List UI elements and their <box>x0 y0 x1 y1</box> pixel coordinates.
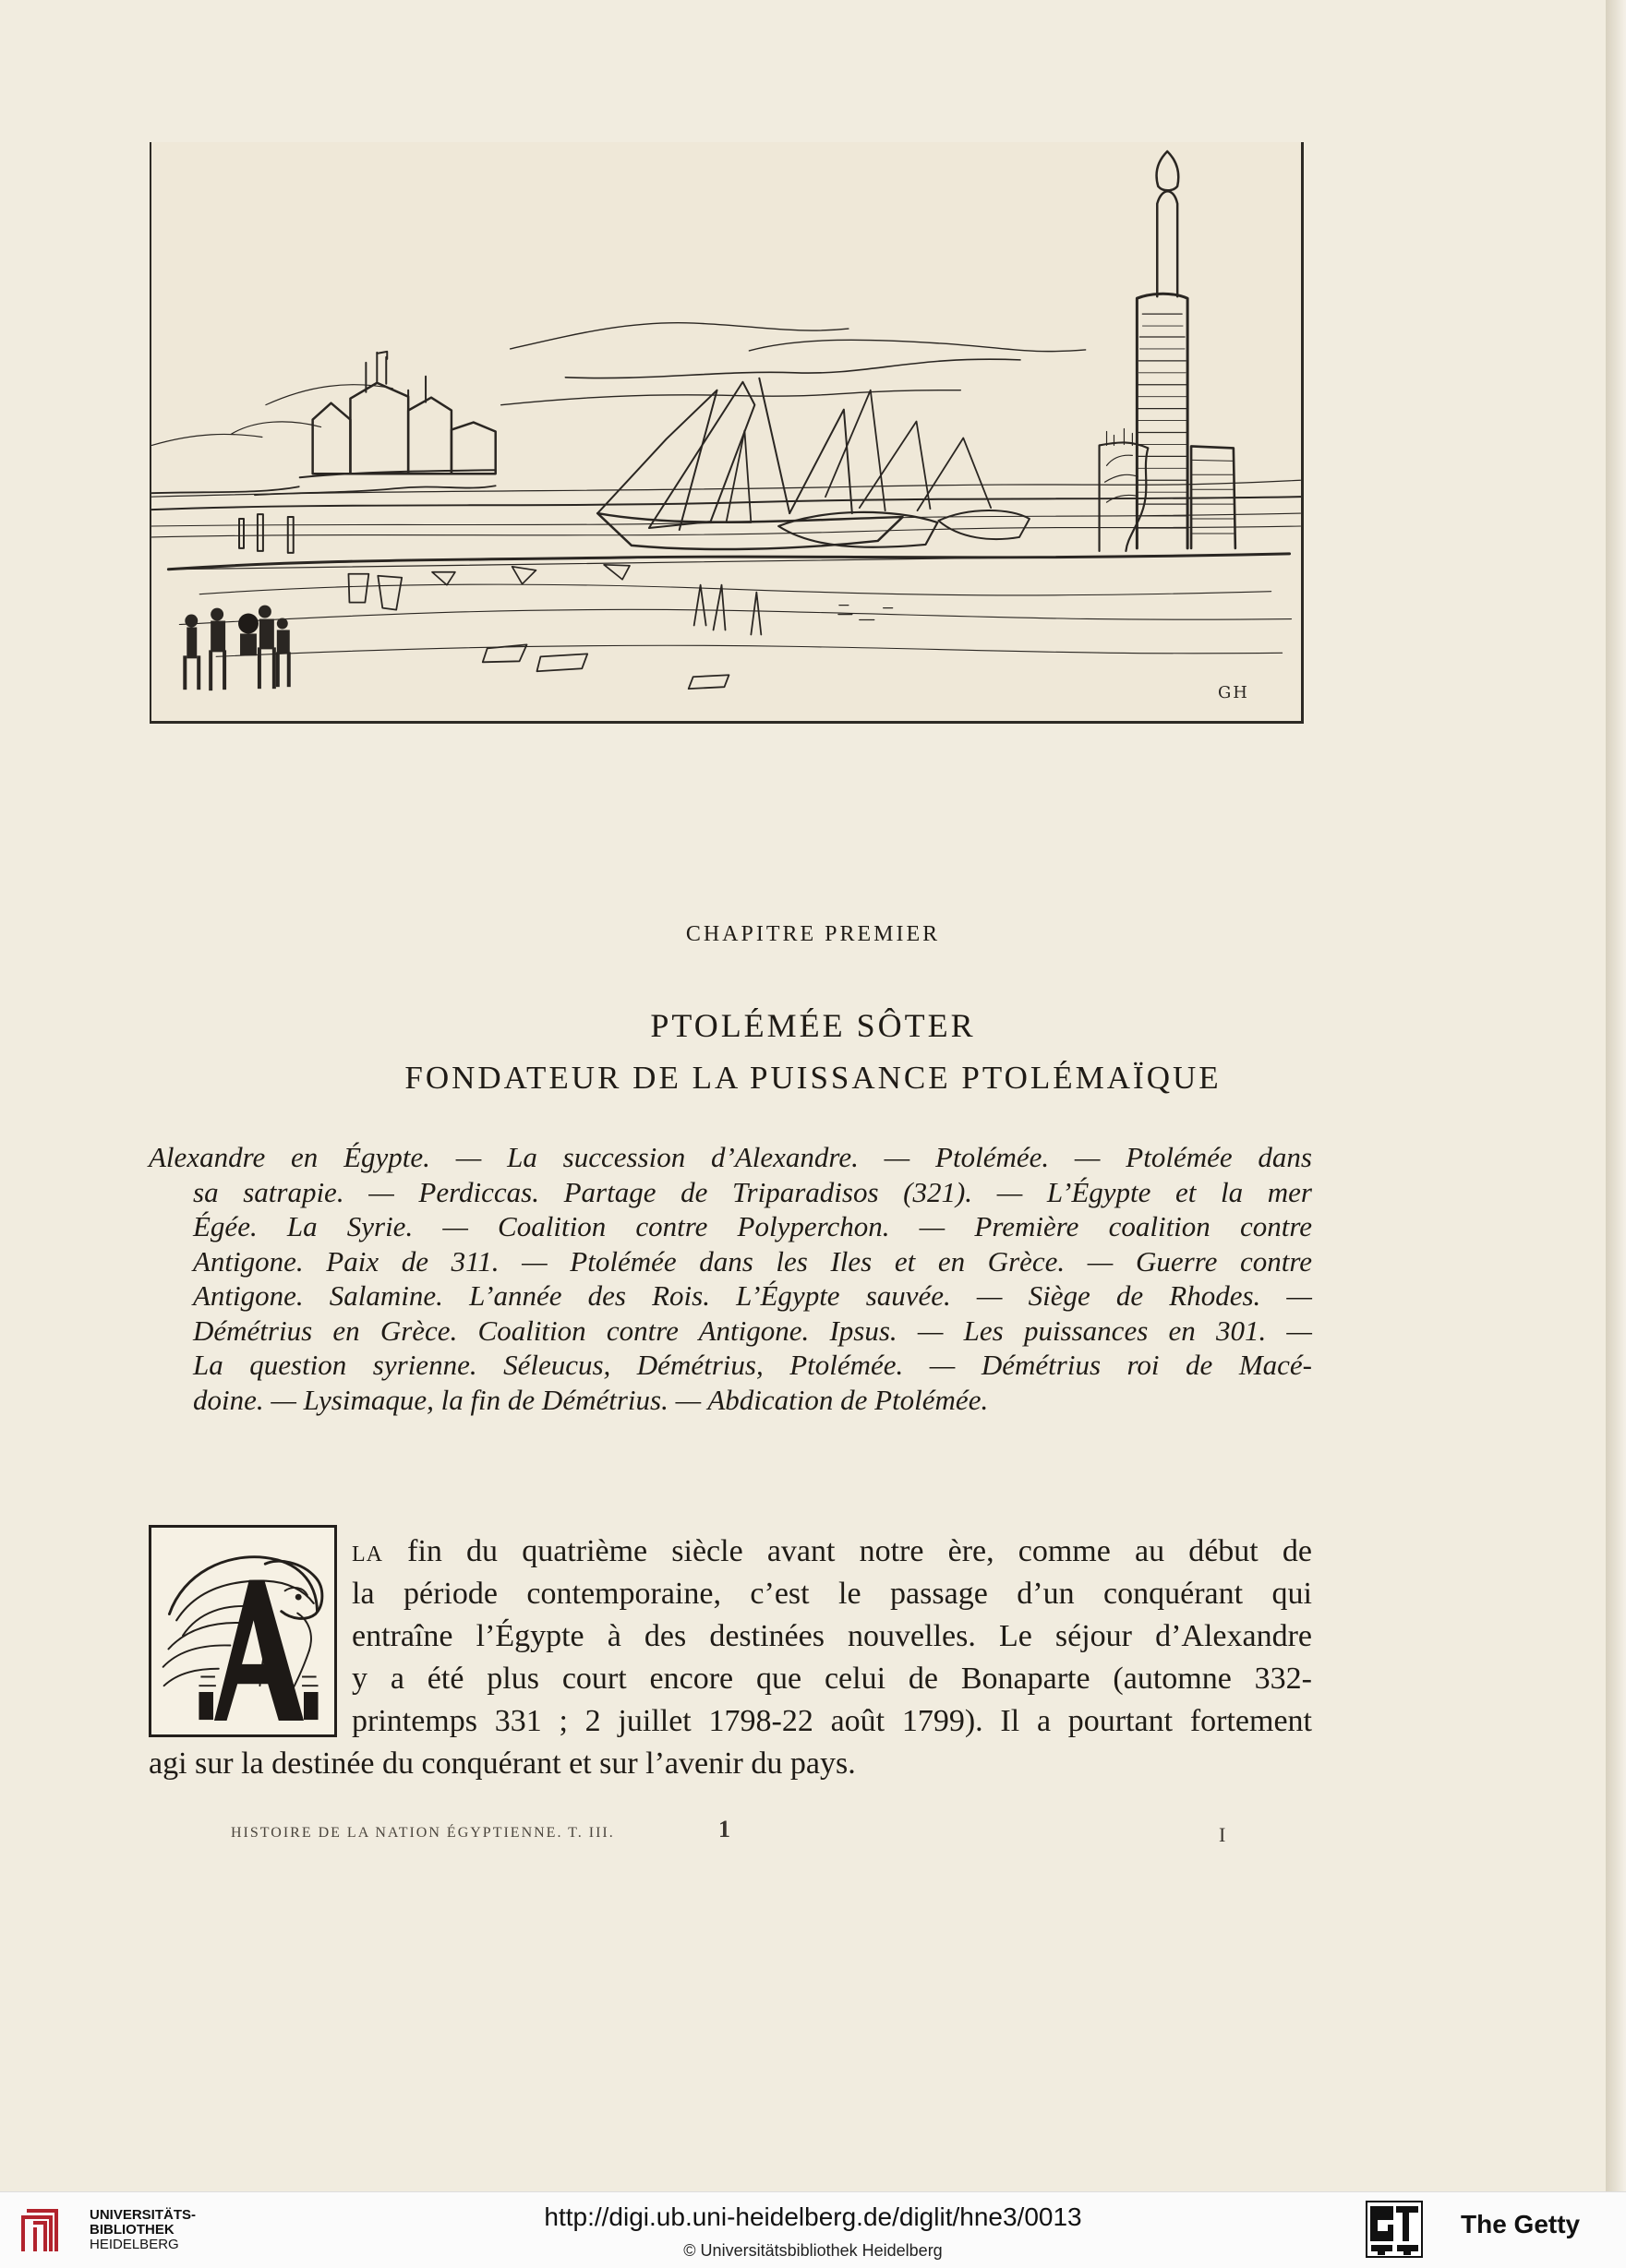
harbor-engraving-illustration <box>151 142 1301 721</box>
digitization-banner <box>0 2191 1626 2268</box>
chapter-summary <box>149 1140 1312 1417</box>
permalink-url[interactable]: http://digi.ub.uni-heidelberg.de/diglit/hne3/0013 <box>544 2202 1082 2231</box>
book-footer-title: HISTOIRE DE LA NATION ÉGYPTIENNE. T. III. <box>231 1825 615 1841</box>
chapter-subtitle: FONDATEUR DE LA PUISSANCE PTOLÉMAÏQUE <box>404 1060 1222 1096</box>
institution-line: BIBLIOTHEK <box>90 2222 175 2238</box>
paragraph-line: printemps 331 ; 2 juillet 1798-22 août 1799). Il a pourtant fortement <box>352 1704 1312 1738</box>
summary-line: sa satrapie. — Perdiccas. Partage de Triparadisos (321). — L’Égypte et la mer <box>193 1175 1312 1208</box>
paragraph-line: entraîne l’Égypte à des destinées nouvelles. Le séjour d’Alexandre <box>352 1619 1312 1653</box>
summary-line: Alexandre en Égypte. — La succession d’Alexandre. — Ptolémée. — Ptolémée dans <box>149 1141 1312 1173</box>
institution-line: UNIVERSITÄTS- <box>90 2207 197 2223</box>
summary-line: Égée. La Syrie. — Coalition contre Polyperchon. — Première coalition contre <box>193 1210 1312 1242</box>
paragraph-line <box>149 1530 1312 1573</box>
page-edge-shadow <box>1606 0 1626 2267</box>
summary-line: Démétrius en Grèce. Coalition contre Antigone. Ipsus. — Les puissances en 301. — <box>193 1314 1312 1347</box>
page-number: I <box>1219 1823 1226 1846</box>
paragraph-line: y a été plus court encore que celui de Bonaparte (automne 332- <box>352 1662 1312 1696</box>
opening-word-smallcaps: la <box>352 1534 383 1568</box>
getty-name: The Getty <box>1461 2210 1581 2238</box>
getty-logo-icon <box>1365 2200 1424 2259</box>
frontispiece-illustration <box>150 142 1304 724</box>
signature-mark: 1 <box>718 1816 730 1842</box>
paragraph-line-text: fin du quatrième siècle avant notre ère, comme au début de <box>383 1534 1312 1568</box>
opening-paragraph <box>149 1530 1312 1785</box>
copyright-notice: © Universitätsbibliothek Heidelberg <box>683 2241 943 2260</box>
paragraph-line: agi sur la destinée du conquérant et sur l’avenir du pays. <box>149 1746 856 1781</box>
summary-line: doine. — Lysimaque, la fin de Démétrius. — Abdication de Ptolémée. <box>193 1383 989 1416</box>
institution-line: HEIDELBERG <box>90 2237 179 2252</box>
summary-line: Antigone. Paix de 311. — Ptolémée dans les Iles et en Grèce. — Guerre contre <box>193 1244 1312 1278</box>
summary-line: La question syrienne. Séleucus, Démétrius, Ptolémée. — Démétrius roi de Macé- <box>193 1349 1312 1381</box>
summary-line: Antigone. Salamine. L’année des Rois. L’Égypte sauvée. — Siège de Rhodes. — <box>193 1279 1312 1312</box>
chapter-label: CHAPITRE PREMIER <box>685 922 941 946</box>
chapter-title: PTOLÉMÉE SÔTER <box>650 1007 976 1044</box>
illustration-signature: GH <box>1217 683 1249 703</box>
paragraph-line: la période contemporaine, c’est le passage d’un conquérant qui <box>352 1577 1312 1611</box>
